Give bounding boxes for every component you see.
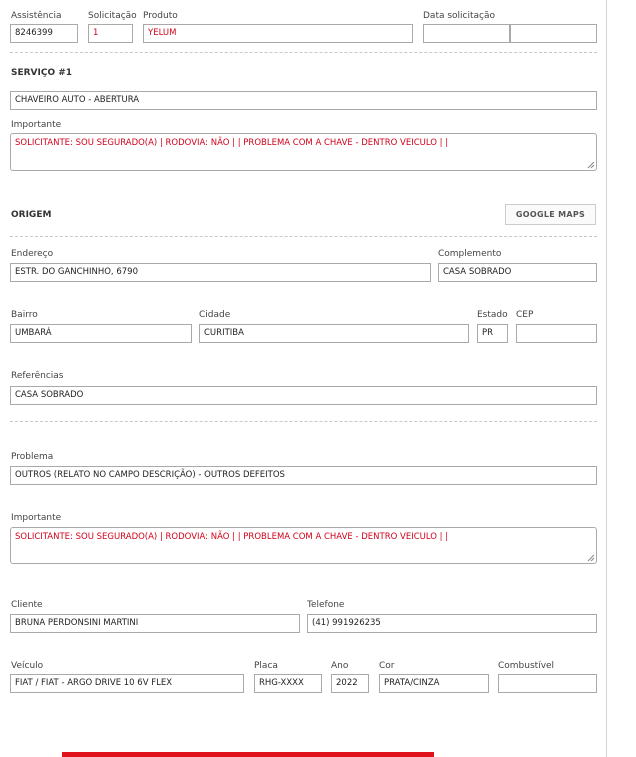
cliente-field[interactable]: BRUNA PERDONSINI MARTINI (10, 614, 300, 633)
cep-field[interactable] (516, 324, 597, 343)
resize-grip-icon[interactable] (587, 161, 595, 169)
endereco-field[interactable]: ESTR. DO GANCHINHO, 6790 (10, 263, 431, 282)
problema-field[interactable]: OUTROS (RELATO NO CAMPO DESCRIÇÃO) - OUTROS DEFEITOS (10, 466, 597, 485)
data-solicitacao-time-field[interactable] (510, 24, 597, 43)
bottom-alert-bar (62, 752, 434, 757)
referencias-label: Referências (11, 371, 64, 381)
placa-label: Placa (254, 661, 278, 671)
ano-field[interactable]: 2022 (331, 674, 369, 693)
origem-heading: ORIGEM (11, 210, 52, 220)
servico-importante-text: SOLICITANTE: SOU SEGURADO(A) | RODOVIA: NÃO | | PROBLEMA COM A CHAVE - DENTRO VEICULO | | (15, 138, 449, 148)
produto-label: Produto (143, 11, 178, 21)
solicitacao-label: Solicitação (88, 11, 137, 21)
veiculo-label: Veículo (11, 661, 44, 671)
servico-field[interactable]: CHAVEIRO AUTO - ABERTURA (10, 91, 597, 110)
ano-label: Ano (331, 661, 349, 671)
problema-importante-label: Importante (11, 513, 62, 523)
cep-label: CEP (516, 310, 534, 320)
complemento-label: Complemento (438, 249, 502, 259)
placa-field[interactable]: RHG-XXXX (254, 674, 322, 693)
estado-label: Estado (477, 310, 508, 320)
bairro-field[interactable]: UMBARÁ (10, 324, 192, 343)
divider (10, 52, 597, 53)
cor-label: Cor (379, 661, 395, 671)
endereco-label: Endereço (11, 249, 54, 259)
servico-importante-label: Importante (11, 120, 62, 130)
google-maps-button[interactable]: GOOGLE MAPS (505, 204, 596, 225)
assistencia-field[interactable]: 8246399 (10, 24, 78, 43)
problema-importante-text: SOLICITANTE: SOU SEGURADO(A) | RODOVIA: NÃO | | PROBLEMA COM A CHAVE - DENTRO VEICULO | | (15, 532, 449, 542)
estado-field[interactable]: PR (477, 324, 508, 343)
produto-field[interactable]: YELUM (143, 24, 413, 43)
problema-importante-textarea[interactable] (10, 527, 597, 564)
combustivel-field[interactable] (498, 674, 597, 693)
complemento-field[interactable]: CASA SOBRADO (438, 263, 597, 282)
divider (10, 421, 597, 422)
combustivel-label: Combustível (498, 661, 555, 671)
assistencia-label: Assistência (11, 11, 62, 21)
problema-label: Problema (11, 452, 54, 462)
cidade-label: Cidade (199, 310, 231, 320)
data-solicitacao-label: Data solicitação (423, 11, 496, 21)
resize-grip-icon[interactable] (587, 554, 595, 562)
cliente-label: Cliente (11, 600, 43, 610)
cor-field[interactable]: PRATA/CINZA (379, 674, 489, 693)
data-solicitacao-date-field[interactable] (423, 24, 510, 43)
divider (10, 236, 597, 237)
referencias-field[interactable]: CASA SOBRADO (10, 386, 597, 405)
cidade-field[interactable]: CURITIBA (199, 324, 469, 343)
veiculo-field[interactable]: FIAT / FIAT - ARGO DRIVE 10 6V FLEX (10, 674, 244, 693)
solicitacao-field[interactable]: 1 (88, 24, 133, 43)
servico-importante-textarea[interactable] (10, 133, 597, 171)
telefone-label: Telefone (307, 600, 345, 610)
telefone-field[interactable]: (41) 991926235 (307, 614, 597, 633)
bairro-label: Bairro (11, 310, 38, 320)
servico-heading: SERVIÇO #1 (11, 68, 73, 78)
